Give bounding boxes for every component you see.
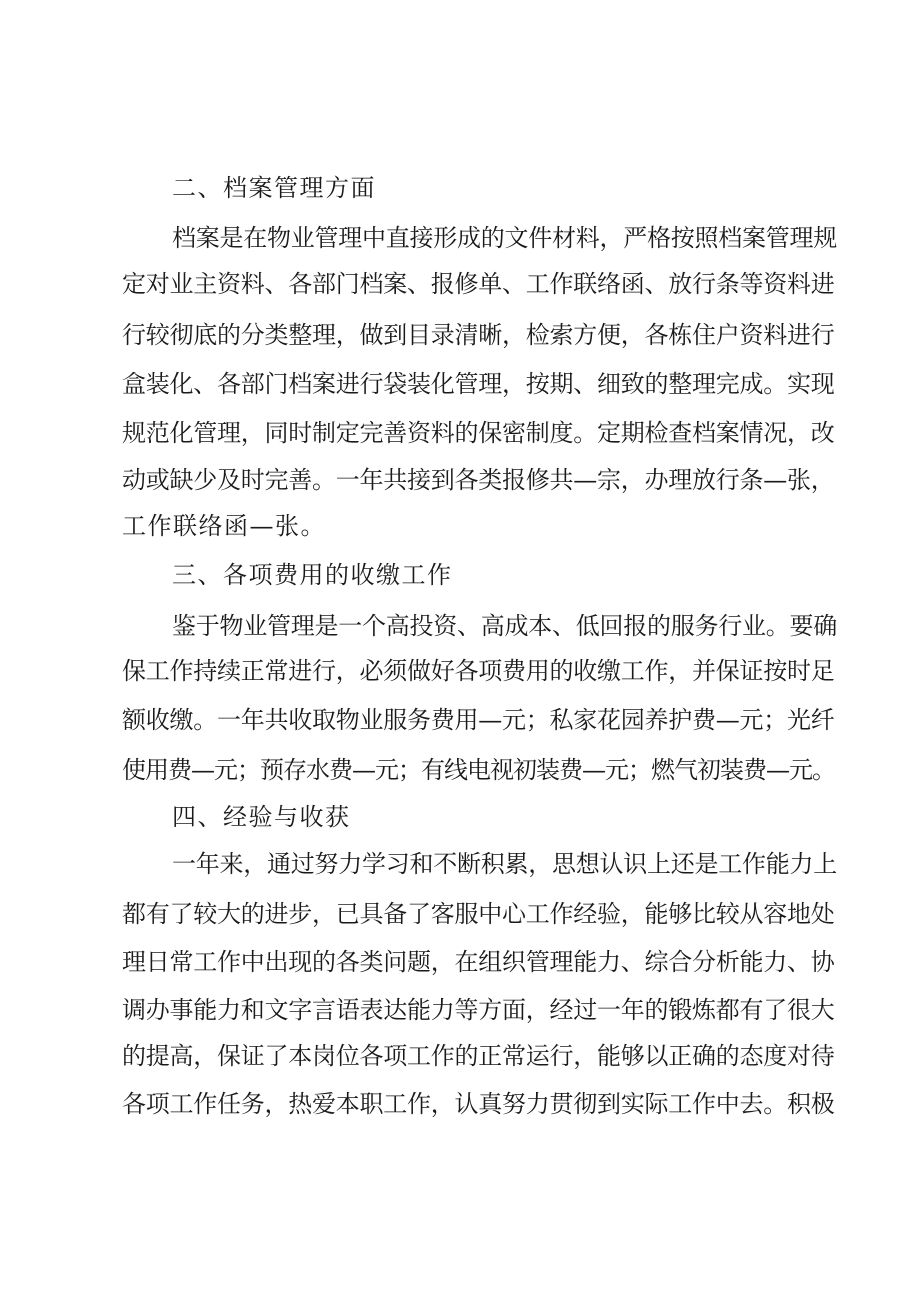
- section-heading-archives: 二、档案管理方面: [172, 174, 376, 202]
- section-heading-fees: 三、各项费用的收缴工作: [172, 561, 453, 589]
- paragraph-line: 调办事能力和文字言语表达能力等方面，经过一年的锻炼都有了很大: [122, 996, 835, 1024]
- paragraph-line: 规范化管理，同时制定完善资料的保密制度。定期检查档案情况，改: [122, 419, 835, 447]
- paragraph-line: 各项工作任务，热爱本职工作，认真努力贯彻到实际工作中去。积极: [122, 1090, 835, 1118]
- paragraph-line: 使用费—元；预存水费—元；有线电视初装费—元；燃气初装费—元。: [122, 756, 835, 784]
- paragraph-line: 行较彻底的分类整理，做到目录清晰，检索方便，各栋住户资料进行: [122, 321, 835, 349]
- paragraph-line: 盒装化、各部门档案进行袋装化管理，按期、细致的整理完成。实现: [122, 370, 835, 398]
- paragraph-line: 都有了较大的进步，已具备了客服中心工作经验，能够比较从容地处: [122, 900, 835, 928]
- paragraph-line: 工作联络函—张。: [122, 512, 326, 540]
- paragraph-line: 的提高，保证了本岗位各项工作的正常运行，能够以正确的态度对待: [122, 1042, 835, 1070]
- paragraph-line: 保工作持续正常进行，必须做好各项费用的收缴工作，并保证按时足: [122, 657, 835, 685]
- paragraph-line: 一年来，通过努力学习和不断积累，思想认识上还是工作能力上: [172, 850, 837, 878]
- paragraph-line: 鉴于物业管理是一个高投资、高成本、低回报的服务行业。要确: [172, 612, 837, 640]
- paragraph-line: 动或缺少及时完善。一年共接到各类报修共—宗，办理放行条—张，: [122, 466, 835, 494]
- section-heading-experience: 四、经验与收获: [172, 803, 351, 831]
- paragraph-line: 定对业主资料、各部门档案、报修单、工作联络函、放行条等资料进: [122, 270, 835, 298]
- paragraph-line: 档案是在物业管理中直接形成的文件材料，严格按照档案管理规: [172, 224, 837, 252]
- paragraph-line: 理日常工作中出现的各类问题，在组织管理能力、综合分析能力、协: [122, 948, 835, 976]
- paragraph-line: 额收缴。一年共收取物业服务费用—元；私家花园养护费—元；光纤: [122, 706, 835, 734]
